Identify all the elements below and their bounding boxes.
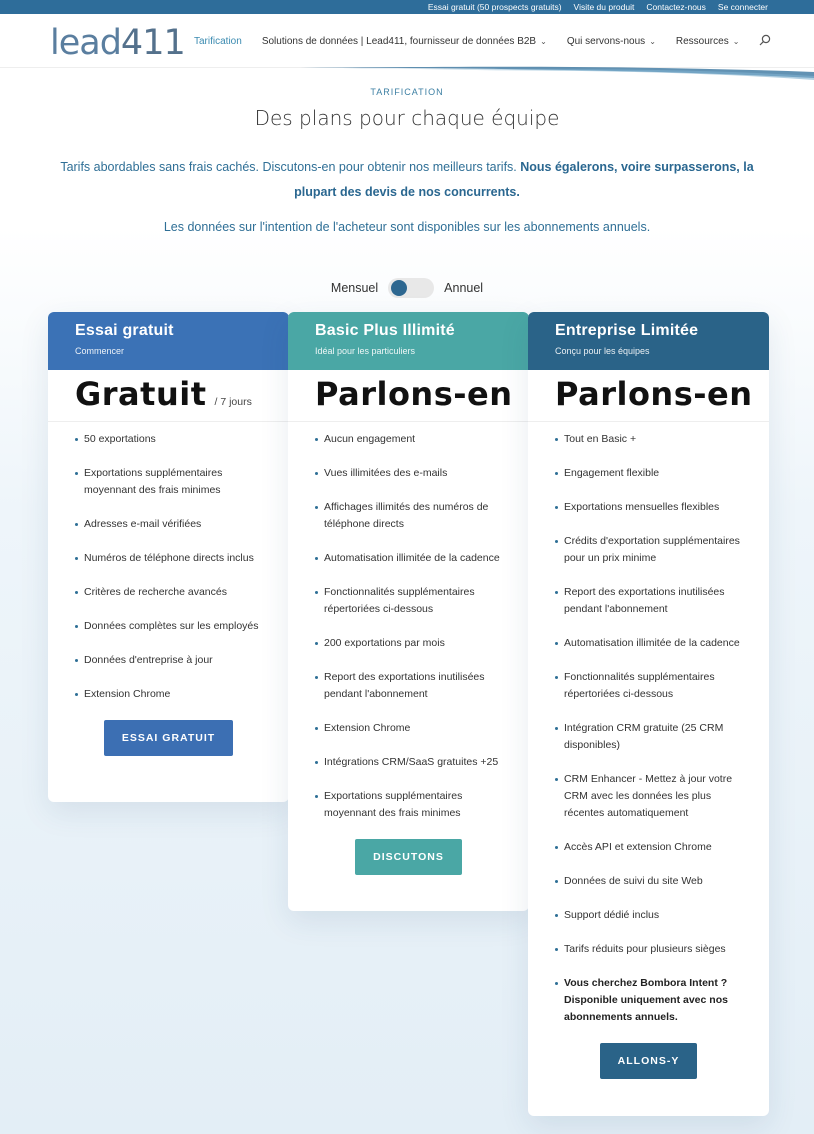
feature-item: Fonctionnalités supplémentaires répertoriées ci-dessous: [315, 584, 501, 618]
feature-item: 200 exportations par mois: [315, 635, 501, 652]
nav-item-solutions[interactable]: [262, 34, 547, 49]
feature-item: Adresses e-mail vérifiées: [75, 516, 261, 533]
logo-text-lead: lead: [50, 23, 121, 63]
topbar-link-contact[interactable]: Contactez-nous: [646, 2, 706, 12]
billing-toggle: [0, 278, 814, 298]
feature-item: Extension Chrome: [75, 686, 261, 703]
plan-header: [288, 312, 529, 370]
plan-price: Gratuit: [75, 375, 207, 413]
toggle-label-annual[interactable]: Annuel: [444, 281, 484, 295]
button-wrap: [288, 839, 529, 875]
feature-item: Exportations mensuelles flexibles: [555, 499, 741, 516]
plan-name: Basic Plus Illimité: [315, 322, 455, 339]
topbar-link-login[interactable]: Se connecter: [717, 2, 768, 12]
nav-item-resources[interactable]: [676, 34, 740, 49]
billing-switch[interactable]: [388, 278, 434, 298]
plan-subtitle: Conçu pour les équipes: [555, 346, 650, 356]
feature-item: Accès API et extension Chrome: [555, 839, 741, 856]
search-icon[interactable]: [759, 34, 771, 49]
feature-item: Critères de recherche avancés: [75, 584, 261, 601]
logo-text-num: 411: [120, 23, 185, 63]
plan-card-free-trial: [48, 312, 289, 802]
plan-subtitle: Idéal pour les particuliers: [315, 346, 416, 356]
feature-item: Données complètes sur les employés: [75, 618, 261, 635]
intro-text: [40, 155, 774, 205]
plan-header: [48, 312, 289, 370]
feature-item: Exportations supplémentaires moyennant des frais minimes: [75, 465, 261, 499]
feature-item: Tout en Basic +: [555, 431, 741, 448]
feature-item: Affichages illimités des numéros de téléphone directs: [315, 499, 501, 533]
page-title: Des plans pour chaque équipe: [254, 106, 560, 130]
section-kicker: TARIFICATION: [370, 87, 444, 97]
intro-plain: Tarifs abordables sans frais cachés. Discutons-en pour obtenir nos meilleurs tarifs.: [60, 160, 521, 174]
plan-card-basic-plus: [288, 312, 529, 911]
plan-card-enterprise: [528, 312, 769, 1116]
feature-item: Report des exportations inutilisées pendant l'abonnement: [555, 584, 741, 618]
feature-item: Aucun engagement: [315, 431, 501, 448]
feature-item: Support dédié inclus: [555, 907, 741, 924]
plan-price-row: [48, 370, 289, 422]
topbar-link-product-tour[interactable]: Visite du produit: [573, 2, 635, 12]
feature-list: [528, 422, 769, 1026]
main-nav: [194, 34, 771, 49]
plan-subtitle: Commencer: [75, 346, 125, 356]
button-wrap: [48, 720, 289, 756]
header-wave-decoration: [0, 66, 814, 80]
switch-knob: [391, 280, 407, 296]
feature-item: Intégrations CRM/SaaS gratuites +25: [315, 754, 501, 771]
chevron-down-icon: ⌄: [649, 37, 656, 46]
nav-item-label: Ressources: [675, 36, 729, 47]
feature-item: Tarifs réduits pour plusieurs sièges: [555, 941, 741, 958]
intent-data-note: Les données sur l'intention de l'acheteur sont disponibles sur les abonnements annuels.: [163, 220, 651, 234]
feature-item: Extension Chrome: [315, 720, 501, 737]
feature-item: 50 exportations: [75, 431, 261, 448]
site-header: [0, 14, 814, 68]
plan-price-row: [288, 370, 529, 422]
plan-name: Essai gratuit: [75, 322, 174, 339]
plan-price: Parlons-en: [555, 375, 753, 413]
feature-item-bombora: Vous cherchez Bombora Intent ? Disponible uniquement avec nos abonnements annuels.: [555, 975, 741, 1026]
feature-list: [48, 422, 289, 703]
lets-go-button[interactable]: ALLONS-Y: [600, 1043, 698, 1079]
plan-name: Entreprise Limitée: [555, 322, 699, 339]
feature-item: Exportations supplémentaires moyennant des frais minimes: [315, 788, 501, 822]
plan-header: [528, 312, 769, 370]
button-wrap: [528, 1043, 769, 1079]
free-trial-button[interactable]: ESSAI GRATUIT: [104, 720, 233, 756]
feature-item: Automatisation illimitée de la cadence: [315, 550, 501, 567]
plan-price: Parlons-en: [315, 375, 513, 413]
plan-period: / 7 jours: [214, 396, 252, 408]
feature-item: Données d'entreprise à jour: [75, 652, 261, 669]
feature-item: CRM Enhancer - Mettez à jour votre CRM avec les données les plus récentes automatiquement: [555, 771, 741, 822]
feature-item: Fonctionnalités supplémentaires répertoriées ci-dessous: [555, 669, 741, 703]
top-utility-bar: [0, 0, 814, 14]
feature-item: Crédits d'exportation supplémentaires pour un prix minime: [555, 533, 741, 567]
nav-item-label: Qui servons-nous: [566, 36, 646, 47]
feature-item: Vues illimitées des e-mails: [315, 465, 501, 482]
chevron-down-icon: ⌄: [540, 37, 547, 46]
discuss-button[interactable]: DISCUTONS: [355, 839, 462, 875]
nav-item-label: Solutions de données | Lead411, fournisseur de données B2B: [261, 36, 537, 47]
nav-item-pricing[interactable]: [194, 34, 242, 49]
feature-item: Numéros de téléphone directs inclus: [75, 550, 261, 567]
feature-item: Intégration CRM gratuite (25 CRM disponibles): [555, 720, 741, 754]
nav-item-label: Tarification: [194, 36, 242, 47]
chevron-down-icon: ⌄: [732, 37, 740, 46]
feature-list: [288, 422, 529, 822]
topbar-link-free-trial[interactable]: Essai gratuit (50 prospects gratuits): [427, 2, 562, 12]
lead411-logo[interactable]: [50, 23, 185, 63]
plan-price-row: [528, 370, 769, 422]
intro-bold: Nous égalerons, voire surpasserons, la plupart des devis de nos concurrents.: [294, 160, 754, 199]
feature-item: Engagement flexible: [555, 465, 741, 482]
nav-item-who-we-serve[interactable]: [567, 34, 656, 49]
feature-item: Report des exportations inutilisées pendant l'abonnement: [315, 669, 501, 703]
feature-item: Données de suivi du site Web: [555, 873, 741, 890]
feature-item: Automatisation illimitée de la cadence: [555, 635, 741, 652]
toggle-label-monthly[interactable]: Mensuel: [330, 281, 379, 295]
